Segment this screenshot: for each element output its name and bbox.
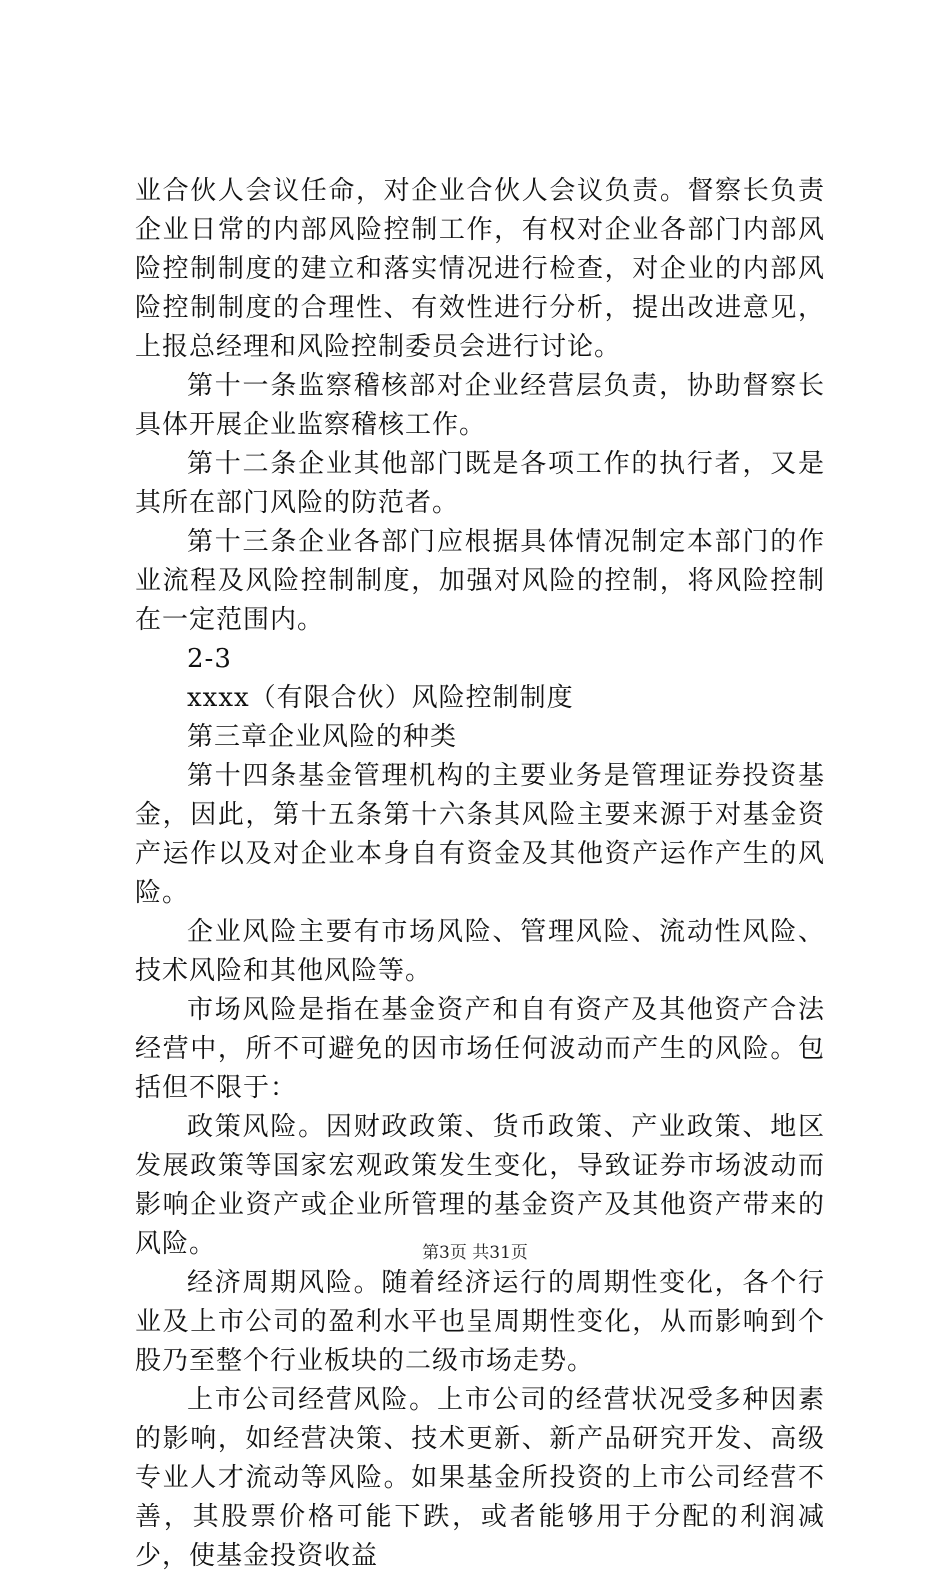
chapter-heading: 第三章企业风险的种类 bbox=[187, 722, 458, 752]
paragraph: 第十一条监察稽核部对企业经营层负责，协助督察长具体开展企业监察稽核工作。 bbox=[135, 371, 825, 440]
paragraph: 企业风险主要有市场风险、管理风险、流动性风险、技术风险和其他风险等。 bbox=[135, 917, 825, 986]
paragraph: 第十三条企业各部门应根据具体情况制定本部门的作业流程及风险控制制度，加强对风险的控制，将风险控制在一定范围内。 bbox=[135, 527, 825, 635]
paragraph: 上市公司经营风险。上市公司的经营状况受多种因素的影响，如经营决策、技术更新、新产品研究开发、高级专业人才流动等风险。如果基金所投资的上市公司经营不善，其股票价格可能下跌，或者能够用于分配的利润减少，使基金投资收益 bbox=[135, 1385, 825, 1571]
page-footer bbox=[0, 1242, 950, 1264]
document-title-line: xxxx（有限合伙）风险控制制度 bbox=[187, 683, 574, 713]
paragraph: 政策风险。因财政政策、货币政策、产业政策、地区发展政策等国家宏观政策发生变化，导致证券市场波动而影响企业资产或企业所管理的基金资产及其他资产带来的风险。 bbox=[135, 1112, 825, 1259]
paragraph: 经济周期风险。随着经济运行的周期性变化，各个行业及上市公司的盈利水平也呈周期性变化，从而影响到个股乃至整个行业板块的二级市场走势。 bbox=[135, 1268, 825, 1376]
paragraph: 业合伙人会议任命，对企业合伙人会议负责。督察长负责企业日常的内部风险控制工作，有权对企业各部门内部风险控制制度的建立和落实情况进行检查，对企业的内部风险控制制度的合理性、有效性进行分析，提出改进意见，上报总经理和风险控制委员会进行讨论。 bbox=[135, 176, 825, 362]
paragraph: 第十四条基金管理机构的主要业务是管理证券投资基金，因此，第十五条第十六条其风险主要来源于对基金资产运作以及对企业本身自有资金及其他资产运作产生的风险。 bbox=[135, 761, 825, 908]
page-number: 第3页 共31页 bbox=[422, 1243, 528, 1263]
document-body bbox=[135, 172, 825, 1576]
paragraph: 第十二条企业其他部门既是各项工作的执行者，又是其所在部门风险的防范者。 bbox=[135, 449, 825, 518]
paragraph: 市场风险是指在基金资产和自有资产及其他资产合法经营中，所不可避免的因市场任何波动而产生的风险。包括但不限于： bbox=[135, 995, 825, 1103]
section-number: 2-3 bbox=[187, 644, 232, 674]
